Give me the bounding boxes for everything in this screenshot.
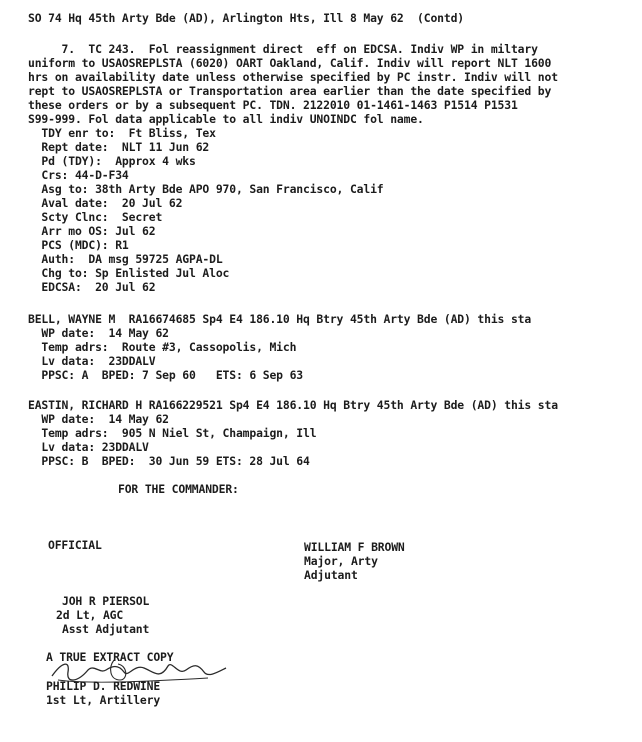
data-line: Crs: 44-D-F34	[28, 168, 129, 182]
extract-copy-line: PHILIP D. REDWINE	[46, 679, 161, 693]
asst-adjutant-line: 2d Lt, AGC	[56, 608, 124, 622]
data-line: Aval date: 20 Jul 62	[28, 196, 183, 210]
signer-line: Major, Arty	[304, 554, 378, 568]
data-line: TDY enr to: Ft Bliss, Tex	[28, 126, 216, 140]
data-line: Scty Clnc: Secret	[28, 210, 163, 224]
data-line: Chg to: Sp Enlisted Jul Aloc	[28, 266, 230, 280]
extract-copy-line: 1st Lt, Artillery	[46, 693, 161, 707]
data-line: Pd (TDY): Approx 4 wks	[28, 154, 196, 168]
para7-line: rept to USAOSREPLSTA or Transportation area earlier than the date specified by	[28, 84, 552, 98]
official-label: OFFICIAL	[48, 538, 102, 552]
data-line: PCS (MDC): R1	[28, 238, 129, 252]
extract-copy-title: A TRUE EXTRACT COPY	[46, 650, 174, 664]
individual-data-line: PPSC: B BPED: 30 Jun 59 ETS: 28 Jul 64	[28, 454, 310, 468]
individual-name-line: EASTIN, RICHARD H RA166229521 Sp4 E4 186.10 Hq Btry 45th Arty Bde (AD) this sta	[28, 398, 558, 412]
data-line: Rept date: NLT 11 Jun 62	[28, 140, 210, 154]
signer-line: Adjutant	[304, 568, 358, 582]
individual-data-line: Temp adrs: 905 N Niel St, Champaign, Ill	[28, 426, 317, 440]
para7-line: uniform to USAOSREPLSTA (6020) OART Oakland, Calif. Indiv will report NLT 1600	[28, 56, 552, 70]
individual-data-line: Lv data: 23DDALV	[28, 354, 156, 368]
data-line: Auth: DA msg 59725 AGPA-DL	[28, 252, 223, 266]
data-line: EDCSA: 20 Jul 62	[28, 280, 156, 294]
individual-data-line: Temp adrs: Route #3, Cassopolis, Mich	[28, 340, 297, 354]
individual-data-line: WP date: 14 May 62	[28, 412, 169, 426]
individual-name-line: BELL, WAYNE M RA16674685 Sp4 E4 186.10 Hq Btry 45th Arty Bde (AD) this sta	[28, 312, 532, 326]
para7-line: S99-999. Fol data applicable to all indiv UNOINDC fol name.	[28, 112, 424, 126]
individual-data-line: Lv data: 23DDALV	[28, 440, 149, 454]
para7-line: these orders or by a subsequent PC. TDN. 2122010 01-1461-1463 P1514 P1531	[28, 98, 518, 112]
data-line: Arr mo OS: Jul 62	[28, 224, 156, 238]
order-header: SO 74 Hq 45th Arty Bde (AD), Arlington Hts, Ill 8 May 62 (Contd)	[28, 11, 465, 25]
asst-adjutant-line: JOH R PIERSOL	[62, 594, 150, 608]
para7-line: hrs on availability date unless otherwise specified by PC instr. Indiv will not	[28, 70, 558, 84]
para7-line: 7. TC 243. Fol reassignment direct eff on EDCSA. Indiv WP in miltary	[28, 42, 538, 56]
individual-data-line: PPSC: A BPED: 7 Sep 60 ETS: 6 Sep 63	[28, 368, 304, 382]
data-line: Asg to: 38th Arty Bde APO 970, San Francisco, Calif	[28, 182, 384, 196]
for-the-commander: FOR THE COMMANDER:	[118, 482, 239, 496]
signer-line: WILLIAM F BROWN	[304, 540, 405, 554]
individual-data-line: WP date: 14 May 62	[28, 326, 169, 340]
asst-adjutant-line: Asst Adjutant	[62, 622, 150, 636]
